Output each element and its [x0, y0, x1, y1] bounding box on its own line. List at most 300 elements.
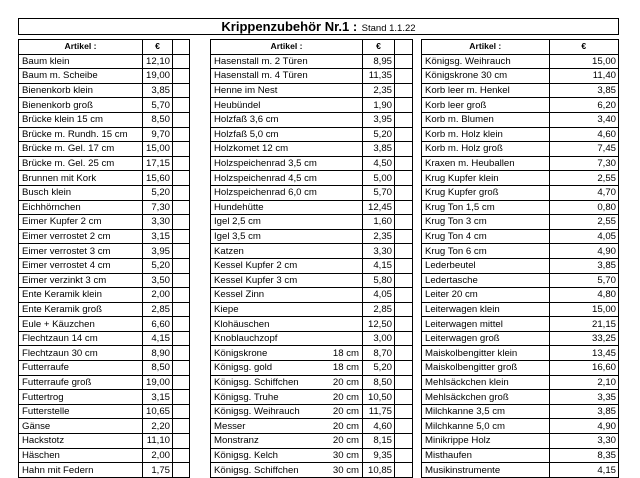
article-name: Lederbeutel: [425, 260, 476, 272]
article-price: 4,05: [549, 229, 618, 244]
article-name: Bienenkorb groß: [22, 99, 93, 111]
article-cell: [422, 69, 550, 84]
article-name: Hasenstall m. 2 Türen: [214, 55, 308, 67]
article-cell: [19, 390, 143, 405]
article-price: 5,20: [143, 258, 173, 273]
table-row: [19, 302, 190, 317]
article-cell: [422, 156, 550, 171]
article-cell: [211, 98, 363, 113]
article-name: Königsg. Truhe: [214, 391, 279, 403]
article-price: 5,20: [363, 361, 395, 376]
article-name: Krug Ton 3 cm: [425, 216, 487, 228]
row-spacer: [395, 361, 413, 376]
article-cell: [422, 463, 550, 478]
row-spacer: [173, 54, 190, 69]
article-size: 20 cm: [332, 391, 359, 403]
article-cell: [19, 54, 143, 69]
article-cell: [19, 302, 143, 317]
article-name: Kiepe: [214, 303, 239, 315]
article-price: 2,55: [549, 171, 618, 186]
row-spacer: [395, 448, 413, 463]
article-name: Hasenstall m. 4 Türen: [214, 70, 308, 82]
article-cell: [422, 419, 550, 434]
row-spacer: [395, 229, 413, 244]
article-name: Igel 3,5 cm: [214, 231, 261, 243]
table-row: [211, 346, 413, 361]
row-spacer: [173, 156, 190, 171]
article-price: 11,35: [363, 69, 395, 84]
article-name: Brücke m. Gel. 17 cm: [22, 143, 115, 155]
article-price: 21,15: [549, 317, 618, 332]
article-price: 4,15: [549, 463, 618, 478]
article-name: Krug Ton 6 cm: [425, 245, 487, 257]
table-row: [211, 317, 413, 332]
article-name: Korb m. Holz klein: [425, 128, 503, 140]
article-price: 8,50: [143, 112, 173, 127]
row-spacer: [395, 346, 413, 361]
article-price: 7,45: [549, 142, 618, 157]
table-row: [211, 244, 413, 259]
table-row: [422, 258, 619, 273]
article-name: Eimer verrostet 4 cm: [22, 260, 111, 272]
article-name: Mehlsäckchen klein: [425, 376, 509, 388]
article-name: Königskrone: [214, 347, 268, 359]
row-spacer: [395, 390, 413, 405]
article-cell: [19, 273, 143, 288]
article-name: Ente Keramik klein: [22, 289, 102, 301]
article-name: Misthaufen: [425, 449, 472, 461]
price-table-column-1: [18, 39, 190, 478]
table-row: [422, 229, 619, 244]
article-name: Monstranz: [214, 435, 259, 447]
article-price: 3,00: [363, 331, 395, 346]
article-cell: [19, 331, 143, 346]
article-price: 2,85: [143, 302, 173, 317]
article-price: 4,50: [363, 156, 395, 171]
article-price: 8,50: [363, 375, 395, 390]
row-spacer: [173, 258, 190, 273]
article-name: Klohäuschen: [214, 318, 270, 330]
article-name: Hackstotz: [22, 435, 65, 447]
article-cell: [19, 127, 143, 142]
row-spacer: [173, 346, 190, 361]
article-name: Henne im Nest: [214, 85, 278, 97]
table-row: [211, 404, 413, 419]
table-row: [19, 185, 190, 200]
table-row: [422, 112, 619, 127]
header-price: €: [549, 40, 618, 55]
table-row: [422, 448, 619, 463]
row-spacer: [173, 142, 190, 157]
table-row: [422, 331, 619, 346]
article-name: Heubündel: [214, 99, 261, 111]
table-row: [19, 215, 190, 230]
table-row: [211, 185, 413, 200]
article-name: Königsg. Schiffchen: [214, 464, 299, 476]
article-name: Holzfaß 3,6 cm: [214, 114, 279, 126]
article-cell: [19, 215, 143, 230]
article-name: Maiskolbengitter groß: [425, 362, 518, 374]
article-cell: [422, 361, 550, 376]
article-price: 3,35: [549, 390, 618, 405]
article-price: 3,40: [549, 112, 618, 127]
table-row: [211, 200, 413, 215]
article-cell: [211, 258, 363, 273]
table-row: [19, 127, 190, 142]
row-spacer: [173, 331, 190, 346]
article-cell: [422, 448, 550, 463]
article-name: Brücke m. Rundh. 15 cm: [22, 128, 128, 140]
article-price: 19,00: [143, 375, 173, 390]
article-cell: [211, 434, 363, 449]
header-price: €: [363, 40, 395, 55]
article-price: 3,85: [549, 258, 618, 273]
article-name: Leiterwagen klein: [425, 303, 500, 315]
article-price: 5,80: [363, 273, 395, 288]
article-price: 8,35: [549, 448, 618, 463]
table-row: [422, 302, 619, 317]
article-cell: [211, 404, 363, 419]
article-price: 3,85: [363, 142, 395, 157]
article-cell: [422, 258, 550, 273]
article-price: 2,85: [363, 302, 395, 317]
article-cell: [19, 244, 143, 259]
row-spacer: [173, 200, 190, 215]
row-spacer: [173, 448, 190, 463]
article-name: Brücke m. Gel. 25 cm: [22, 158, 115, 170]
table-row: [19, 463, 190, 478]
article-price: 3,50: [143, 273, 173, 288]
article-cell: [19, 200, 143, 215]
article-name: Holzspeichenrad 4,5 cm: [214, 172, 317, 184]
table-row: [422, 288, 619, 303]
table-row: [422, 200, 619, 215]
row-spacer: [395, 404, 413, 419]
table-row: [19, 448, 190, 463]
article-price: 12,50: [363, 317, 395, 332]
row-spacer: [173, 375, 190, 390]
table-row: [422, 390, 619, 405]
article-name: Holzfaß 5,0 cm: [214, 128, 279, 140]
header-price: €: [143, 40, 173, 55]
table-row: [19, 434, 190, 449]
row-spacer: [395, 463, 413, 478]
article-price: 4,15: [363, 258, 395, 273]
article-cell: [211, 302, 363, 317]
article-name: Maiskolbengitter klein: [425, 347, 518, 359]
table-row: [422, 98, 619, 113]
article-price: 3,30: [363, 244, 395, 259]
table-row: [19, 390, 190, 405]
article-cell: [422, 200, 550, 215]
article-cell: [211, 215, 363, 230]
header-article: Artikel :: [211, 40, 363, 55]
article-name: Futterstelle: [22, 406, 70, 418]
article-name: Krug Ton 1,5 cm: [425, 201, 495, 213]
table-row: [422, 404, 619, 419]
article-name: Brunnen mit Kork: [22, 172, 97, 184]
article-name: Gänse: [22, 420, 51, 432]
table-row: [211, 390, 413, 405]
row-spacer: [173, 419, 190, 434]
table-row: [422, 244, 619, 259]
article-price: 8,95: [363, 54, 395, 69]
article-cell: [422, 229, 550, 244]
price-table-column-3: [421, 39, 619, 478]
row-spacer: [395, 83, 413, 98]
article-name: Brücke klein 15 cm: [22, 114, 104, 126]
table-row: [19, 361, 190, 376]
table-row: [211, 112, 413, 127]
table-row: [422, 185, 619, 200]
article-name: Königsg. gold: [214, 362, 273, 374]
article-price: 9,70: [143, 127, 173, 142]
article-price: 7,30: [143, 200, 173, 215]
article-size: 20 cm: [332, 376, 359, 388]
article-name: Futterraufe: [22, 362, 69, 374]
article-size: 30 cm: [332, 464, 359, 476]
article-price: 2,35: [363, 229, 395, 244]
row-spacer: [395, 200, 413, 215]
article-cell: [211, 390, 363, 405]
table-row: [422, 215, 619, 230]
article-price: 3,85: [143, 83, 173, 98]
article-cell: [422, 390, 550, 405]
table-row: [211, 229, 413, 244]
article-price: 10,85: [363, 463, 395, 478]
article-cell: [19, 419, 143, 434]
article-price: 4,80: [549, 288, 618, 303]
article-price: 1,90: [363, 98, 395, 113]
article-cell: [19, 463, 143, 478]
article-cell: [19, 375, 143, 390]
article-cell: [211, 127, 363, 142]
article-cell: [211, 171, 363, 186]
row-spacer: [395, 419, 413, 434]
article-cell: [211, 229, 363, 244]
row-spacer: [173, 127, 190, 142]
article-cell: [422, 112, 550, 127]
row-spacer: [395, 171, 413, 186]
article-name: Igel 2,5 cm: [214, 216, 261, 228]
table-row: [211, 54, 413, 69]
table-row: [422, 419, 619, 434]
table-row: [19, 98, 190, 113]
article-price: 4,60: [363, 419, 395, 434]
article-name: Krug Kupfer klein: [425, 172, 499, 184]
table-row: [211, 331, 413, 346]
article-name: Korb leer m. Henkel: [425, 85, 510, 97]
table-row: [19, 317, 190, 332]
article-name: Königsg. Kelch: [214, 449, 278, 461]
header-spacer: [395, 40, 413, 55]
article-cell: [211, 273, 363, 288]
table-row: [211, 142, 413, 157]
row-spacer: [173, 69, 190, 84]
article-name: Holzspeichenrad 3,5 cm: [214, 158, 317, 170]
article-name: Ledertasche: [425, 274, 478, 286]
article-cell: [211, 83, 363, 98]
article-cell: [211, 331, 363, 346]
article-name: Eimer verrostet 3 cm: [22, 245, 111, 257]
table-row: [211, 215, 413, 230]
article-size: 30 cm: [332, 449, 359, 461]
article-cell: [19, 346, 143, 361]
article-price: 2,10: [549, 375, 618, 390]
article-name: Minikrippe Holz: [425, 435, 491, 447]
table-row: [422, 463, 619, 478]
article-name: Katzen: [214, 245, 244, 257]
row-spacer: [173, 215, 190, 230]
article-name: Milchkanne 3,5 cm: [425, 406, 505, 418]
row-spacer: [395, 375, 413, 390]
table-row: [211, 69, 413, 84]
table-row: [211, 127, 413, 142]
article-cell: [422, 185, 550, 200]
article-price: 2,00: [143, 448, 173, 463]
article-price: 5,20: [363, 127, 395, 142]
article-price: 4,70: [549, 185, 618, 200]
article-name: Futterraufe groß: [22, 376, 92, 388]
header-spacer: [173, 40, 190, 55]
article-cell: [211, 54, 363, 69]
article-name: Knoblauchzopf: [214, 333, 278, 345]
article-price: 33,25: [549, 331, 618, 346]
article-cell: [211, 244, 363, 259]
article-price: 17,15: [143, 156, 173, 171]
article-name: Häschen: [22, 449, 60, 461]
table-row: [211, 83, 413, 98]
article-size: 20 cm: [332, 420, 359, 432]
article-price: 10,50: [363, 390, 395, 405]
article-cell: [422, 346, 550, 361]
article-name: Eimer verzinkt 3 cm: [22, 274, 107, 286]
stand-date: Stand 1.1.22: [361, 23, 416, 34]
article-price: 8,15: [363, 434, 395, 449]
table-row: [422, 54, 619, 69]
article-cell: [422, 83, 550, 98]
article-name: Korb m. Holz groß: [425, 143, 503, 155]
article-cell: [211, 69, 363, 84]
row-spacer: [173, 83, 190, 98]
article-cell: [19, 317, 143, 332]
article-cell: [211, 200, 363, 215]
article-name: Krug Kupfer groß: [425, 187, 499, 199]
article-price: 1,60: [363, 215, 395, 230]
row-spacer: [173, 434, 190, 449]
article-price: 11,75: [363, 404, 395, 419]
article-price: 5,70: [363, 185, 395, 200]
article-name: Korb m. Blumen: [425, 114, 494, 126]
article-cell: [422, 171, 550, 186]
table-row: [19, 288, 190, 303]
table-row: [19, 171, 190, 186]
article-cell: [19, 288, 143, 303]
article-cell: [19, 448, 143, 463]
row-spacer: [395, 69, 413, 84]
row-spacer: [173, 288, 190, 303]
article-name: Flechtzaun 14 cm: [22, 333, 98, 345]
article-name: Kraxen m. Heuballen: [425, 158, 515, 170]
article-price: 15,00: [143, 142, 173, 157]
article-cell: [19, 404, 143, 419]
article-name: Flechtzaun 30 cm: [22, 347, 98, 359]
table-row: [211, 288, 413, 303]
article-price: 3,95: [143, 244, 173, 259]
article-name: Holzkomet 12 cm: [214, 143, 289, 155]
table-row: [422, 361, 619, 376]
article-cell: [211, 375, 363, 390]
article-price: 6,60: [143, 317, 173, 332]
title-box: [18, 18, 619, 35]
table-row: [422, 346, 619, 361]
row-spacer: [395, 98, 413, 113]
article-price: 2,00: [143, 288, 173, 303]
article-size: 20 cm: [332, 406, 359, 418]
article-cell: [19, 171, 143, 186]
article-cell: [422, 331, 550, 346]
article-cell: [19, 361, 143, 376]
article-name: Kessel Kupfer 2 cm: [214, 260, 298, 272]
table-row: [19, 112, 190, 127]
header-article: Artikel :: [19, 40, 143, 55]
table-row: [211, 302, 413, 317]
article-size: 18 cm: [332, 347, 359, 359]
article-name: Mehlsäckchen groß: [425, 391, 509, 403]
article-name: Baum m. Scheibe: [22, 70, 98, 82]
table-row: [19, 331, 190, 346]
article-price: 0,80: [549, 200, 618, 215]
article-cell: [211, 142, 363, 157]
row-spacer: [395, 127, 413, 142]
table-row: [19, 258, 190, 273]
article-price: 3,15: [143, 229, 173, 244]
article-price: 9,35: [363, 448, 395, 463]
article-cell: [422, 142, 550, 157]
article-name: Hundehütte: [214, 201, 264, 213]
article-price: 12,10: [143, 54, 173, 69]
article-name: Krug Ton 4 cm: [425, 231, 487, 243]
article-cell: [422, 98, 550, 113]
article-name: Milchkanne 5,0 cm: [425, 420, 505, 432]
table-row: [19, 346, 190, 361]
table-row: [422, 375, 619, 390]
article-cell: [19, 69, 143, 84]
article-price: 3,85: [549, 83, 618, 98]
article-price: 15,60: [143, 171, 173, 186]
article-price: 16,60: [549, 361, 618, 376]
row-spacer: [395, 142, 413, 157]
article-cell: [211, 448, 363, 463]
table-row: [422, 434, 619, 449]
article-price: 8,90: [143, 346, 173, 361]
row-spacer: [173, 361, 190, 376]
article-price: 2,35: [363, 83, 395, 98]
page-title: Krippenzubehör Nr.1 :: [221, 19, 358, 34]
article-cell: [19, 258, 143, 273]
article-price: 6,20: [549, 98, 618, 113]
article-name: Musikinstrumente: [425, 464, 501, 476]
row-spacer: [173, 404, 190, 419]
article-cell: [19, 112, 143, 127]
article-price: 4,05: [363, 288, 395, 303]
row-spacer: [395, 273, 413, 288]
article-price: 4,90: [549, 419, 618, 434]
article-name: Ente Keramik groß: [22, 303, 102, 315]
article-name: Königskrone 30 cm: [425, 70, 508, 82]
article-name: Bienenkorb klein: [22, 85, 93, 97]
table-row: [19, 404, 190, 419]
